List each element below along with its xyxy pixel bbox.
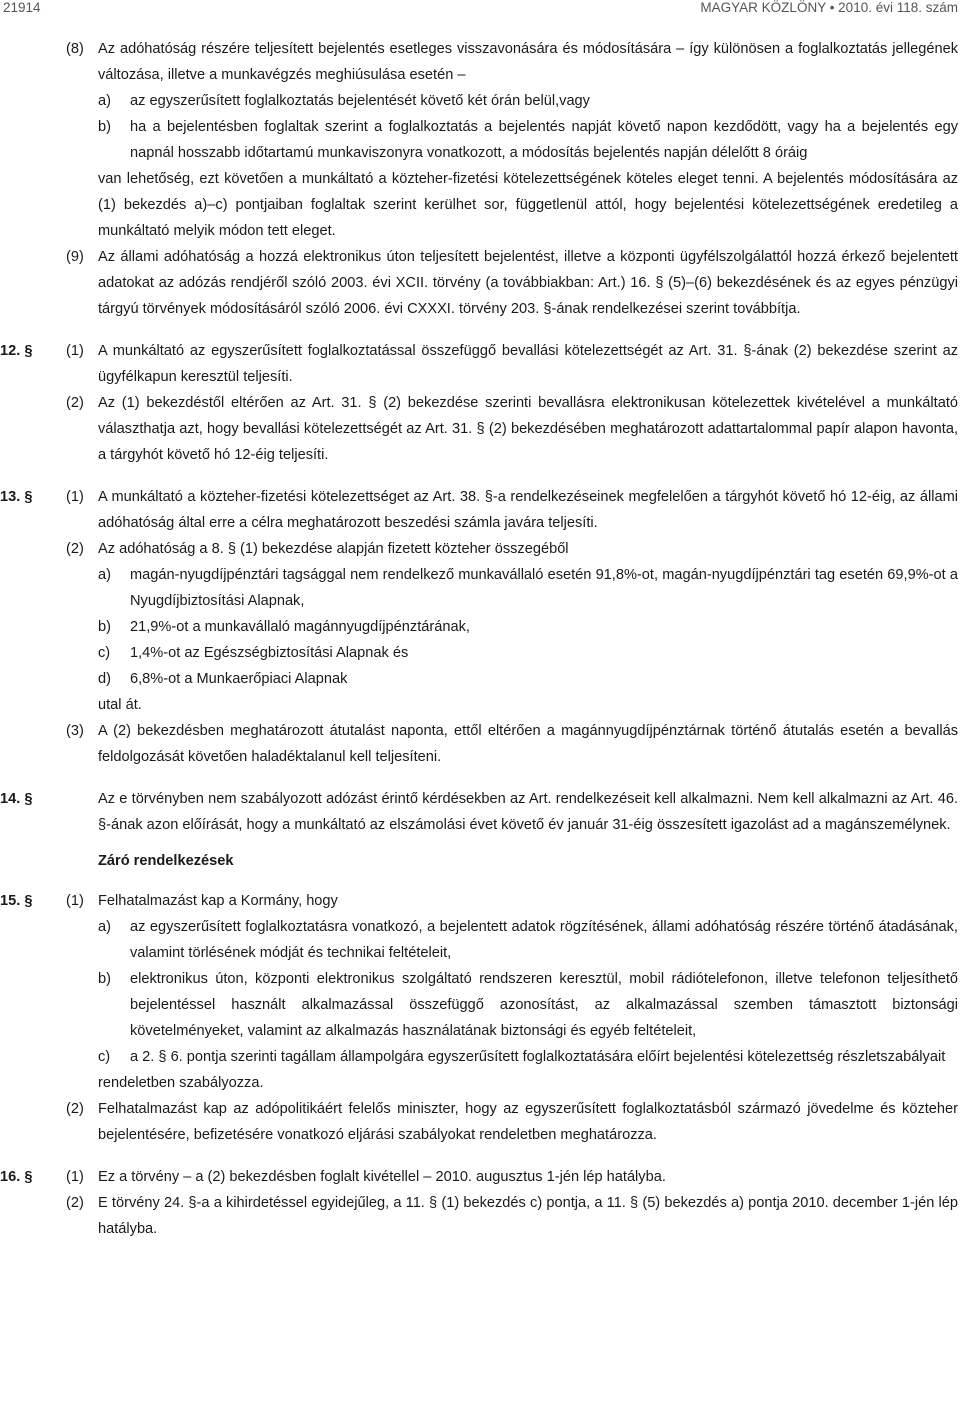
paragraph-text: A munkáltató a közteher-fizetési kötelezettséget az Art. 38. §-a rendelkezéseinek megfelelően a tárgyhót követő hó 12-éig, az állami adóhatóság által erre a célra meghatározott beszedési számla javára teljesíti.	[98, 489, 958, 531]
paragraph-text: Felhatalmazást kap a Kormány, hogy	[98, 893, 338, 909]
paragraph-8	[0, 36, 960, 244]
paragraph-number: (1)	[66, 893, 84, 909]
section-11-continued	[0, 36, 960, 322]
item-text: 21,9%-ot a munkavállaló magánnyugdíjpénztárának,	[130, 619, 470, 635]
paragraph-2	[0, 1190, 960, 1242]
list-item-d	[98, 666, 958, 692]
paragraph-2	[0, 390, 960, 468]
item-text: magán-nyugdíjpénztári tagsággal nem rendelkező munkavállaló esetén 91,8%-ot, magán-nyugdíjpénztári tag esetén 69,9%-ot a Nyugdíjbiztosítási Alapnak,	[130, 567, 958, 609]
paragraph-text: A (2) bekezdésben meghatározott átutalást naponta, ettől eltérően a magánnyugdíjpénztárnak történő átutalás esetén a bevallás feldolgozását követően haladéktalanul kell teljesíteni.	[98, 723, 958, 765]
paragraph-number: (3)	[66, 723, 84, 739]
section-number: 12. §	[0, 343, 33, 359]
list-item-c	[98, 1044, 958, 1070]
publication-title: MAGYAR KÖZLÖNY • 2010. évi 118. szám	[700, 0, 958, 15]
paragraph-number: (2)	[66, 541, 84, 557]
paragraph-1	[0, 338, 960, 390]
item-label: c)	[98, 1049, 111, 1065]
section-number: 14. §	[0, 791, 33, 807]
document-body	[0, 36, 960, 1242]
list-item-a	[98, 914, 958, 966]
item-text: az egyszerűsített foglalkoztatásra vonatkozó, a bejelentett adatok rögzítésének, állami adóhatóság részére történő átadásának, valamint törlésének módját és technikai feltételeit,	[130, 919, 958, 961]
section-number: 15. §	[0, 893, 33, 909]
list-item-a	[98, 562, 958, 614]
section-13	[0, 484, 960, 770]
paragraph-text: Az állami adóhatóság a hozzá elektronikus úton teljesített bejelentést, illetve a központi ügyfélszolgálattól hozzá érkező bejelentett adatokat az adózás rendjéről szóló 2003. évi XCII. törvény (a továbbiakban: Art.) 16. § (5)–(6) bekezdésének és az egyes pénzügyi tárgyú törvények módosításáról szóló 2006. évi CXXXI. törvény 203. §-ának rendelkezései szerint továbbítja.	[98, 249, 958, 317]
section-text-row	[0, 786, 960, 838]
paragraph-closing: van lehetőség, ezt követően a munkáltató a közteher-fizetési kötelezettségének köteles eleget tenni. A bejelentés módosítására az (1) bekezdés a)–c) pontjaiban foglaltak szerint kerülhet sor, függetlenül attól, hogy bejelentési kötelezettségének eredetileg a munkáltató melyik módon tett eleget.	[98, 171, 958, 239]
item-label: b)	[98, 119, 111, 135]
section-12	[0, 338, 960, 468]
list-item-b	[98, 966, 958, 1044]
item-text: az egyszerűsített foglalkoztatás bejelentését követő két órán belül,vagy	[130, 93, 590, 109]
paragraph-number: (9)	[66, 249, 84, 265]
item-label: c)	[98, 645, 111, 661]
paragraph-1	[0, 1164, 960, 1190]
section-14	[0, 786, 960, 838]
paragraph-1	[0, 888, 960, 1096]
item-label: b)	[98, 619, 111, 635]
item-label: a)	[98, 567, 111, 583]
page-header	[0, 0, 960, 18]
paragraph-text: Az adóhatóság a 8. § (1) bekezdése alapján fizetett közteher összegéből	[98, 541, 569, 557]
paragraph-text: E törvény 24. §-a a kihirdetéssel egyidejűleg, a 11. § (1) bekezdés c) pontja, a 11. § (5) bekezdés a) pontja 2010. december 1-jén lép hatályba.	[98, 1195, 958, 1237]
page-number: 21914	[3, 0, 41, 15]
list-item-a	[98, 88, 958, 114]
paragraph-number: (1)	[66, 489, 84, 505]
paragraph-text: Felhatalmazást kap az adópolitikáért felelős miniszter, hogy az egyszerűsített foglalkoztatásból származó jövedelme és közteher bejelentésére, befizetésére vonatkozó eljárási szabályokat rendeletben meghatározza.	[98, 1101, 958, 1143]
paragraph-9	[0, 244, 960, 322]
section-text: Az e törvényben nem szabályozott adózást érintő kérdésekben az Art. rendelkezéseit kell alkalmazni. Nem kell alkalmazni az Art. 46. §-ának azon előírását, hogy a munkáltató az elszámolási évet követő év január 31-éig összesített igazolást ad a magánszemélynek.	[98, 791, 958, 833]
paragraph-number: (1)	[66, 343, 84, 359]
paragraph-1	[0, 484, 960, 536]
item-text: 1,4%-ot az Egészségbiztosítási Alapnak és	[130, 645, 409, 661]
paragraph-closing: utal át.	[98, 697, 142, 713]
item-label: a)	[98, 919, 111, 935]
paragraph-closing: rendeletben szabályozza.	[98, 1075, 264, 1091]
item-label: d)	[98, 671, 111, 687]
paragraph-number: (2)	[66, 395, 84, 411]
paragraph-2	[0, 536, 960, 718]
paragraph-text: Az adóhatóság részére teljesített bejelentés esetleges visszavonására és módosítására – így különösen a foglalkoztatás jellegének változása, illetve a munkavégzés meghiúsulása esetén –	[98, 41, 958, 83]
section-16	[0, 1164, 960, 1242]
paragraph-number: (2)	[66, 1101, 84, 1117]
item-text: elektronikus úton, központi elektronikus szolgáltató rendszeren keresztül, mobil rádiótelefonon, illetve telefonon teljesíthető bejelentéssel használt alkalmazással összefüggő azonosítást, az alkalmazással szemben támasztott biztonsági követelményeket, valamint az alkalmazás használatának biztonsági és egyéb feltételeit,	[130, 971, 958, 1039]
section-heading: Záró rendelkezések	[98, 853, 234, 869]
paragraph-number: (2)	[66, 1195, 84, 1211]
paragraph-number: (8)	[66, 41, 84, 57]
section-number: 13. §	[0, 489, 33, 505]
item-label: b)	[98, 971, 111, 987]
item-text: ha a bejelentésben foglaltak szerint a foglalkoztatás a bejelentés napját követő napon kezdődött, vagy ha a bejelentés egy napnál hosszabb időtartamú munkaviszonyra vonatkozott, a módosítás bejelentés napján délelőtt 8 óráig	[130, 119, 958, 161]
item-label: a)	[98, 93, 111, 109]
list-item-c	[98, 640, 958, 666]
item-text: a 2. § 6. pontja szerinti tagállam állampolgára egyszerűsített foglalkoztatására előírt bejelentési kötelezettség részletszabályait	[130, 1049, 946, 1065]
section-15	[0, 888, 960, 1148]
item-text: 6,8%-ot a Munkaerőpiaci Alapnak	[130, 671, 348, 687]
paragraph-text: Ez a törvény – a (2) bekezdésben foglalt kivétellel – 2010. augusztus 1-jén lép hatályba.	[98, 1169, 666, 1185]
paragraph-2	[0, 1096, 960, 1148]
list-item-b	[98, 114, 958, 166]
paragraph-number: (1)	[66, 1169, 84, 1185]
section-number: 16. §	[0, 1169, 33, 1185]
paragraph-text: A munkáltató az egyszerűsített foglalkoztatással összefüggő bevallási kötelezettségét az Art. 31. §-ának (2) bekezdése szerint az ügyfélkapun keresztül teljesíti.	[98, 343, 958, 385]
paragraph-3	[0, 718, 960, 770]
paragraph-text: Az (1) bekezdéstől eltérően az Art. 31. § (2) bekezdése szerinti bevallásra elektronikusan kötelezettek kivételével a munkáltató választhatja azt, hogy bevallási kötelezettségét az Art. 31. § (2) bekezdésében meghatározott adattartalommal papír alapon havonta, a tárgyhót követő hó 12-éig teljesíti.	[98, 395, 958, 463]
list-item-b	[98, 614, 958, 640]
